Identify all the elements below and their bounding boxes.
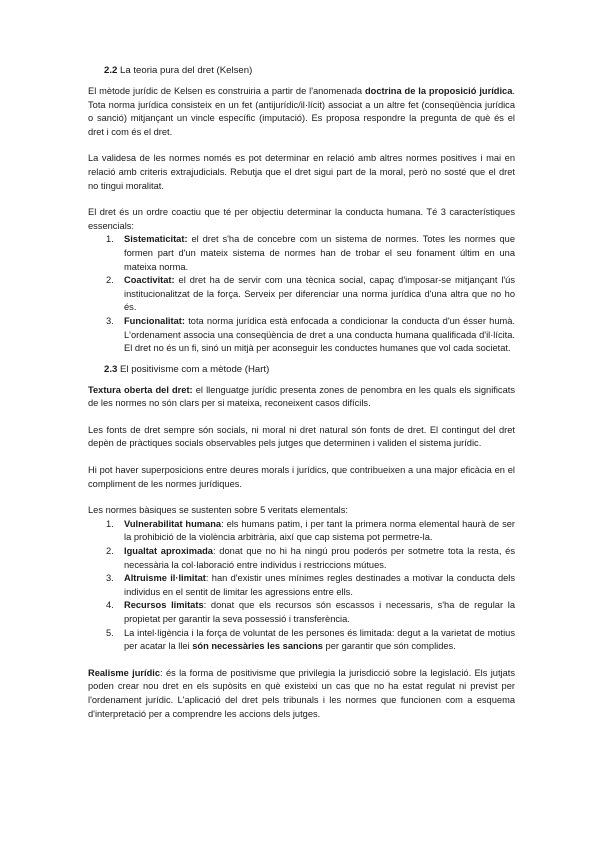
list-text: : donat que no hi ha ningú prou poderós per sotmetre tota la resta, és necessària la col·laboració entre individus i restriccions mútues. bbox=[124, 546, 515, 570]
list-number: 2. bbox=[106, 546, 114, 557]
hart-paragraph-1 bbox=[88, 384, 515, 411]
kelsen-characteristics-list bbox=[88, 233, 515, 355]
list-term: Vulnerabilitat humana bbox=[124, 518, 222, 529]
section-number: 2.3 bbox=[104, 363, 118, 375]
list-term: Altruisme il·limitat bbox=[124, 573, 206, 584]
list-text: el dret ha de servir com una tècnica social, capaç d'imposar-se mitjançant l'ús institucionalitzat de la força. Serveix per diferenciar una norma jurídica d'una altra que no ho és. bbox=[124, 275, 515, 313]
list-text: tota norma jurídica està enfocada a condicionar la conducta d'un ésser humà. L'ordenament associa una conseqüència de dret a una conducta humana qualificada d'il·lícita. El dret no és un fi, sinó un mitjà per aconseguir les conductes humanes que vol cada societat. bbox=[124, 315, 515, 354]
list-text: : els humans patim, i per tant la primera norma elemental haurà de ser la prohibició de la violència arbitrària, així que cap sistema pot permetre-la. bbox=[124, 518, 515, 543]
document-content bbox=[88, 64, 515, 721]
bold-term: Realisme jurídic bbox=[88, 667, 161, 678]
list-term: Funcionalitat: bbox=[124, 315, 185, 326]
list-item bbox=[88, 572, 515, 599]
list-item bbox=[88, 274, 515, 315]
list-item bbox=[88, 233, 515, 274]
list-term: Recursos limitats bbox=[124, 600, 204, 611]
hart-paragraph-5 bbox=[88, 667, 515, 721]
list-item bbox=[88, 518, 515, 545]
list-text: : donat que els recursos són escassos i necessaris, s'ha de regular la propietat per garantir la seva possessió i transferència. bbox=[124, 600, 515, 624]
list-term: Coactivitat: bbox=[124, 275, 175, 286]
hart-truths-list bbox=[88, 518, 515, 654]
bold-term: doctrina de la proposició jurídica bbox=[364, 86, 513, 96]
list-text: el dret s'ha de concebre com un sistema de normes. Totes les normes que formen part d'un mateix sistema de normes han de trobar el seu fonament últim en una mateixa norma. bbox=[124, 234, 515, 272]
list-text: La intel·ligència i la força de voluntat de les persones és limitada: degut a la varietat de motius per acatar la llei bbox=[124, 627, 515, 652]
list-text: per garantir que són complides. bbox=[322, 641, 456, 652]
kelsen-paragraph-3: El dret és un ordre coactiu que té per objectiu determinar la conducta humana. Té 3 característiques essencials: bbox=[88, 207, 515, 231]
section-title: El positivisme com a mètode (Hart) bbox=[120, 363, 270, 375]
list-number: 4. bbox=[106, 600, 114, 611]
list-term: Sistematicitat: bbox=[124, 234, 188, 245]
hart-paragraph-3: Hi pot haver superposicions entre deures morals i jurídics, que contribueixen a una major eficàcia en el compliment de les normes jurídiques. bbox=[88, 465, 515, 489]
list-term: són necessàries les sancions bbox=[192, 641, 323, 652]
section-title: La teoria pura del dret (Kelsen) bbox=[120, 65, 253, 76]
text-run: el llenguatge jurídic presenta zones de penombra en les quals els significats de les normes no són clars per si mateixa, reconeixent casos difícils. bbox=[88, 384, 515, 409]
list-term: Igualtat aproximada bbox=[124, 546, 213, 557]
list-number: 3. bbox=[106, 315, 114, 326]
list-number: 5. bbox=[106, 627, 114, 638]
section-2-3-heading bbox=[104, 363, 515, 376]
list-number: 1. bbox=[106, 518, 114, 529]
list-text: : han d'existir unes mínimes regles destinades a motivar la conducta dels individus en el sentit de limitar les agressions entre ells. bbox=[124, 573, 516, 597]
hart-paragraph-2: Les fonts de dret sempre són socials, ni moral ni dret natural són fonts de dret. El contingut del dret depèn de pràctiques socials observables pels jutges que determinen i validen el sistema jurídic. bbox=[88, 424, 515, 449]
list-item bbox=[88, 545, 515, 572]
kelsen-paragraph-1 bbox=[88, 85, 515, 139]
list-number: 1. bbox=[106, 234, 114, 245]
list-item bbox=[88, 599, 515, 626]
kelsen-paragraph-2: La validesa de les normes només es pot determinar en relació amb altres normes positives i mai en relació amb criteris extrajudicials. Rebutja que el dret sigui part de la moral, però no sosté que el dret no tingui moralitat. bbox=[88, 153, 515, 191]
list-item bbox=[88, 315, 515, 356]
list-number: 3. bbox=[106, 573, 114, 584]
hart-paragraph-4: Les normes bàsiques se sustenten sobre 5 veritats elementals: bbox=[88, 505, 348, 516]
text-run: El mètode jurídic de Kelsen es construiria a partir de l'anomenada bbox=[88, 86, 365, 96]
text-run: : és la forma de positivisme que privilegia la jurisdicció sobre la legislació. Els jutjats poden crear nou dret en els supòsits en què existeixi un cas que no ha estat regulat ni previst per l'ordenament jurídic. L'aplicació del dret pels tribunals i les normes que funcionen com a esquema d'interpretació per a comprendre les accions dels jutges. bbox=[88, 667, 515, 719]
list-number: 2. bbox=[106, 275, 114, 286]
section-number: 2.2 bbox=[104, 65, 118, 76]
text-run: . Tota norma jurídica consisteix en un fet (antijurídic/il·lícit) associat a un altre fet (conseqüència jurídica o sanció) mitjançant un vincle específic (imputació). Es proposa respondre la pregunta de què és el dret i com és el dret. bbox=[88, 86, 515, 137]
section-2-2-heading bbox=[104, 64, 515, 77]
bold-term: Textura oberta del dret: bbox=[88, 384, 193, 395]
list-item bbox=[88, 627, 515, 654]
